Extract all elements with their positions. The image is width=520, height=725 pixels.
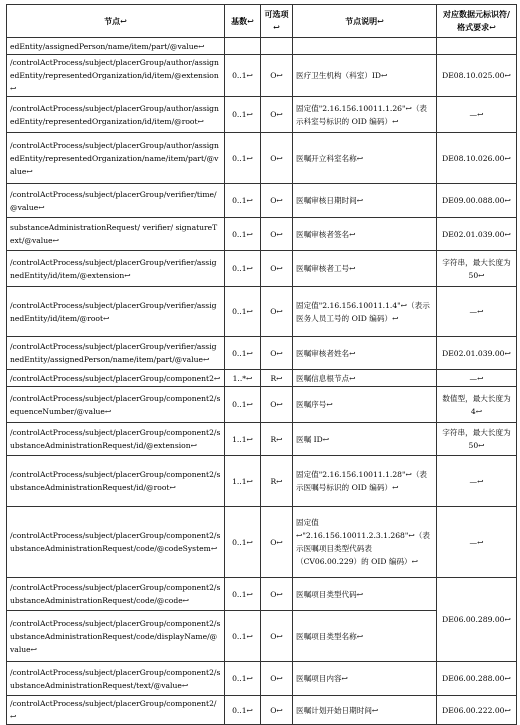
optional-cell: O↩ — [261, 287, 293, 337]
table-body — [7, 38, 517, 725]
cardinality-cell: 0..1↩ — [225, 611, 261, 662]
node-cell: /controlActProcess/subject/placerGroup/component2/↩ — [7, 696, 225, 725]
header-row — [7, 5, 517, 38]
data-element-cell: DE08.10.026.00↩ — [437, 133, 517, 184]
header-cardinality: 基数↩ — [225, 5, 261, 38]
data-element-cell: —↩ — [437, 370, 517, 387]
cardinality-cell: 0..1↩ — [225, 184, 261, 218]
node-cell: /controlActProcess/subject/placerGroup/component2/sequenceNumber/@value↩ — [7, 387, 225, 423]
table-row — [7, 133, 517, 184]
description-cell: 医疗卫生机构（科室）ID↩ — [293, 55, 437, 97]
node-cell: /controlActProcess/subject/placerGroup/component2/substanceAdministrationRequest/id/@root↩ — [7, 456, 225, 507]
data-element-cell: DE02.01.039.00↩ — [437, 337, 517, 370]
node-cell: substanceAdministrationRequest/ verifier/ signatureText/@value↩ — [7, 218, 225, 251]
description-cell: 医嘱审核者签名↩ — [293, 218, 437, 251]
table-row — [7, 38, 517, 55]
data-element-cell: DE06.00.288.00↩ — [437, 662, 517, 696]
data-element-cell: 字符串，最大长度为 50↩ — [437, 423, 517, 456]
cardinality-cell: 0..1↩ — [225, 251, 261, 287]
optional-cell: O↩ — [261, 578, 293, 611]
cardinality-cell: 0..1↩ — [225, 133, 261, 184]
description-cell: 固定值"2.16.156.10011.1.28"↩（表示医嘱号标识的 OID 编码）↩ — [293, 456, 437, 507]
optional-cell: R↩ — [261, 456, 293, 507]
node-spec-table — [6, 4, 517, 725]
data-element-cell — [437, 38, 517, 55]
data-element-cell: 数值型，最大长度为 4↩ — [437, 387, 517, 423]
table-row — [7, 423, 517, 456]
data-element-cell: DE09.00.088.00↩ — [437, 184, 517, 218]
node-cell: /controlActProcess/subject/placerGroup/component2/substanceAdministrationRequest/code/@code↩ — [7, 578, 225, 611]
description-cell: 医嘱 ID↩ — [293, 423, 437, 456]
cardinality-cell: 0..1↩ — [225, 578, 261, 611]
header-data-element: 对应数据元标识符/格式要求↩ — [437, 5, 517, 38]
optional-cell — [261, 38, 293, 55]
table-row — [7, 662, 517, 696]
node-cell: /controlActProcess/subject/placerGroup/author/assignedEntity/representedOrganization/id/item/@root↩ — [7, 97, 225, 133]
node-cell: /controlActProcess/subject/placerGroup/component2/substanceAdministrationRequest/code/displayName/@value↩ — [7, 611, 225, 662]
optional-cell: O↩ — [261, 251, 293, 287]
cardinality-cell: 0..1↩ — [225, 218, 261, 251]
optional-cell: O↩ — [261, 133, 293, 184]
table-row — [7, 184, 517, 218]
node-cell: /controlActProcess/subject/placerGroup/component2↩ — [7, 370, 225, 387]
cardinality-cell — [225, 38, 261, 55]
cardinality-cell: 0..1↩ — [225, 662, 261, 696]
cardinality-cell: 0..1↩ — [225, 696, 261, 725]
data-element-cell: —↩ — [437, 97, 517, 133]
cardinality-cell: 0..1↩ — [225, 337, 261, 370]
description-cell: 医嘱计划开始日期时间↩ — [293, 696, 437, 725]
description-cell: 医嘱信息根节点↩ — [293, 370, 437, 387]
description-cell: 医嘱审核者姓名↩ — [293, 337, 437, 370]
data-element-cell: 字符串，最大长度为 50↩ — [437, 251, 517, 287]
table-row — [7, 387, 517, 423]
description-cell: 医嘱项目类型名称↩ — [293, 611, 437, 662]
header-optional: 可选项↩ — [261, 5, 293, 38]
data-element-cell: DE08.10.025.00↩ — [437, 55, 517, 97]
cardinality-cell: 1..1↩ — [225, 456, 261, 507]
data-element-cell: —↩ — [437, 287, 517, 337]
description-cell: 医嘱项目类型代码↩ — [293, 578, 437, 611]
description-cell: 固定值"2.16.156.10011.1.4"↩（表示医务人员工号的 OID 编码）↩ — [293, 287, 437, 337]
node-cell: /controlActProcess/subject/placerGroup/author/assignedEntity/representedOrganization/id/item/@extension↩ — [7, 55, 225, 97]
header-node: 节点↩ — [7, 5, 225, 38]
data-element-cell: —↩ — [437, 456, 517, 507]
description-cell: 医嘱审核日期时间↩ — [293, 184, 437, 218]
table-row — [7, 287, 517, 337]
description-cell: 医嘱开立科室名称↩ — [293, 133, 437, 184]
table-row — [7, 218, 517, 251]
cardinality-cell: 0..1↩ — [225, 55, 261, 97]
optional-cell: O↩ — [261, 611, 293, 662]
cardinality-cell: 1..1↩ — [225, 423, 261, 456]
table-row — [7, 696, 517, 725]
description-cell: 固定值"2.16.156.10011.1.26"↩（表示科室号标识的 OID 编码）↩ — [293, 97, 437, 133]
node-cell: /controlActProcess/subject/placerGroup/author/assignedEntity/representedOrganization/name/item/part/@value↩ — [7, 133, 225, 184]
description-cell: 医嘱项目内容↩ — [293, 662, 437, 696]
optional-cell: O↩ — [261, 55, 293, 97]
table-row — [7, 370, 517, 387]
table-row — [7, 337, 517, 370]
data-element-cell: DE06.00.222.00↩ — [437, 696, 517, 725]
description-cell: 医嘱序号↩ — [293, 387, 437, 423]
optional-cell: O↩ — [261, 337, 293, 370]
optional-cell: O↩ — [261, 507, 293, 578]
node-cell: /controlActProcess/subject/placerGroup/component2/substanceAdministrationRequest/code/@codeSystem↩ — [7, 507, 225, 578]
optional-cell: O↩ — [261, 696, 293, 725]
node-cell: /controlActProcess/subject/placerGroup/verifier/assignedEntity/assignedPerson/name/item/part/@value↩ — [7, 337, 225, 370]
data-element-cell: —↩ — [437, 507, 517, 578]
cardinality-cell: 0..1↩ — [225, 97, 261, 133]
optional-cell: O↩ — [261, 218, 293, 251]
optional-cell: O↩ — [261, 97, 293, 133]
node-cell: /controlActProcess/subject/placerGroup/component2/substanceAdministrationRequest/text/@value↩ — [7, 662, 225, 696]
cardinality-cell: 1..*↩ — [225, 370, 261, 387]
optional-cell: O↩ — [261, 662, 293, 696]
node-cell: /controlActProcess/subject/placerGroup/component2/substanceAdministrationRequest/id/@extension↩ — [7, 423, 225, 456]
table-row — [7, 97, 517, 133]
description-cell: 固定值↩"2.16.156.10011.2.3.1.268"↩（表示医嘱项目类型代码表（CV06.00.229）的 OID 编码）↩ — [293, 507, 437, 578]
data-element-cell: DE06.00.289.00↩ — [437, 578, 517, 662]
table-row — [7, 578, 517, 611]
node-cell: edEntity/assignedPerson/name/item/part/@value↩ — [7, 38, 225, 55]
header-description: 节点说明↩ — [293, 5, 437, 38]
description-cell: 医嘱审核者工号↩ — [293, 251, 437, 287]
node-cell: /controlActProcess/subject/placerGroup/verifier/assignedEntity/id/item/@extension↩ — [7, 251, 225, 287]
node-cell: /controlActProcess/subject/placerGroup/verifier/assignedEntity/id/item/@root↩ — [7, 287, 225, 337]
optional-cell: O↩ — [261, 387, 293, 423]
cardinality-cell: 0..1↩ — [225, 287, 261, 337]
node-cell: /controlActProcess/subject/placerGroup/verifier/time/@value↩ — [7, 184, 225, 218]
table-row — [7, 507, 517, 578]
description-cell — [293, 38, 437, 55]
optional-cell: R↩ — [261, 423, 293, 456]
table-row — [7, 456, 517, 507]
optional-cell: R↩ — [261, 370, 293, 387]
table-row — [7, 55, 517, 97]
cardinality-cell: 0..1↩ — [225, 387, 261, 423]
cardinality-cell: 0..1↩ — [225, 507, 261, 578]
optional-cell: O↩ — [261, 184, 293, 218]
data-element-cell: DE02.01.039.00↩ — [437, 218, 517, 251]
table-row — [7, 251, 517, 287]
